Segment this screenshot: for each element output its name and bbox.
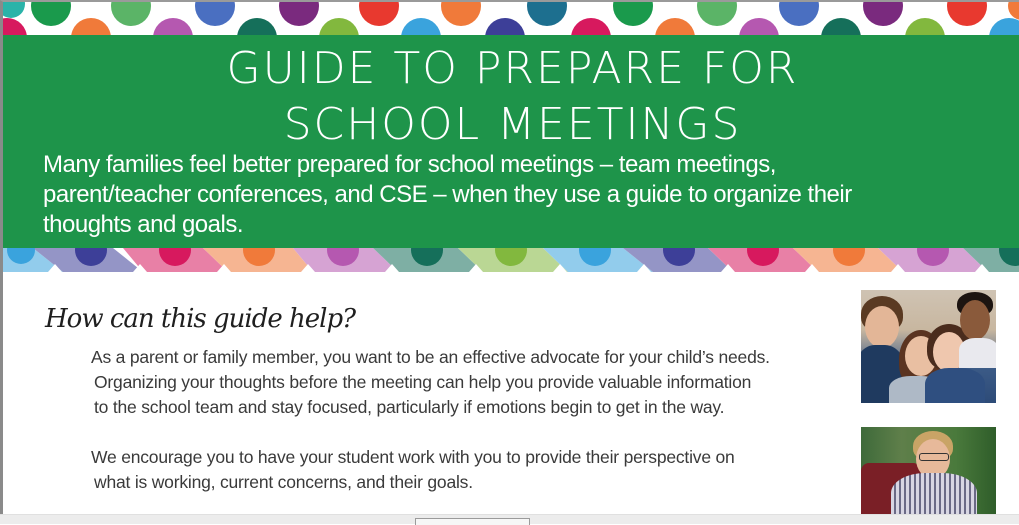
dot-pattern-icon [3,2,1019,35]
paragraph-line: We encourage you to have your student work with you to provide their perspective on [91,447,735,467]
paragraph-advocate [91,345,770,420]
paragraph-line: to the school team and stay focused, particularly if emotions begin to get in the way. [94,397,725,417]
paragraph-line: As a parent or family member, you want to be an effective advocate for your child’s needs. [91,347,770,367]
header-subtitle [43,150,1003,240]
page-title-line1: GUIDE TO PREPARE FOR [226,43,799,94]
decorative-dot-border-top [3,2,1019,35]
group-of-students-photo [861,290,996,403]
diamond-pattern-icon [3,248,1019,272]
horizontal-scrollbar[interactable] [0,514,1019,524]
paragraph-student-perspective [91,445,735,495]
paragraph-line: Organizing your thoughts before the meeting can help you provide valuable information [94,372,752,392]
student-photo [861,427,996,514]
section-heading: How can this guide help? [45,304,356,334]
page-title-line2: SCHOOL MEETINGS [283,99,742,150]
subtitle-line: thoughts and goals. [43,211,243,238]
decorative-dot-border-bottom [3,248,1019,272]
paragraph-line: what is working, current concerns, and their goals. [94,472,473,492]
subtitle-line: parent/teacher conferences, and CSE – when they use a guide to organize their [43,181,852,208]
subtitle-line: Many families feel better prepared for school meetings – team meetings, [43,151,776,178]
